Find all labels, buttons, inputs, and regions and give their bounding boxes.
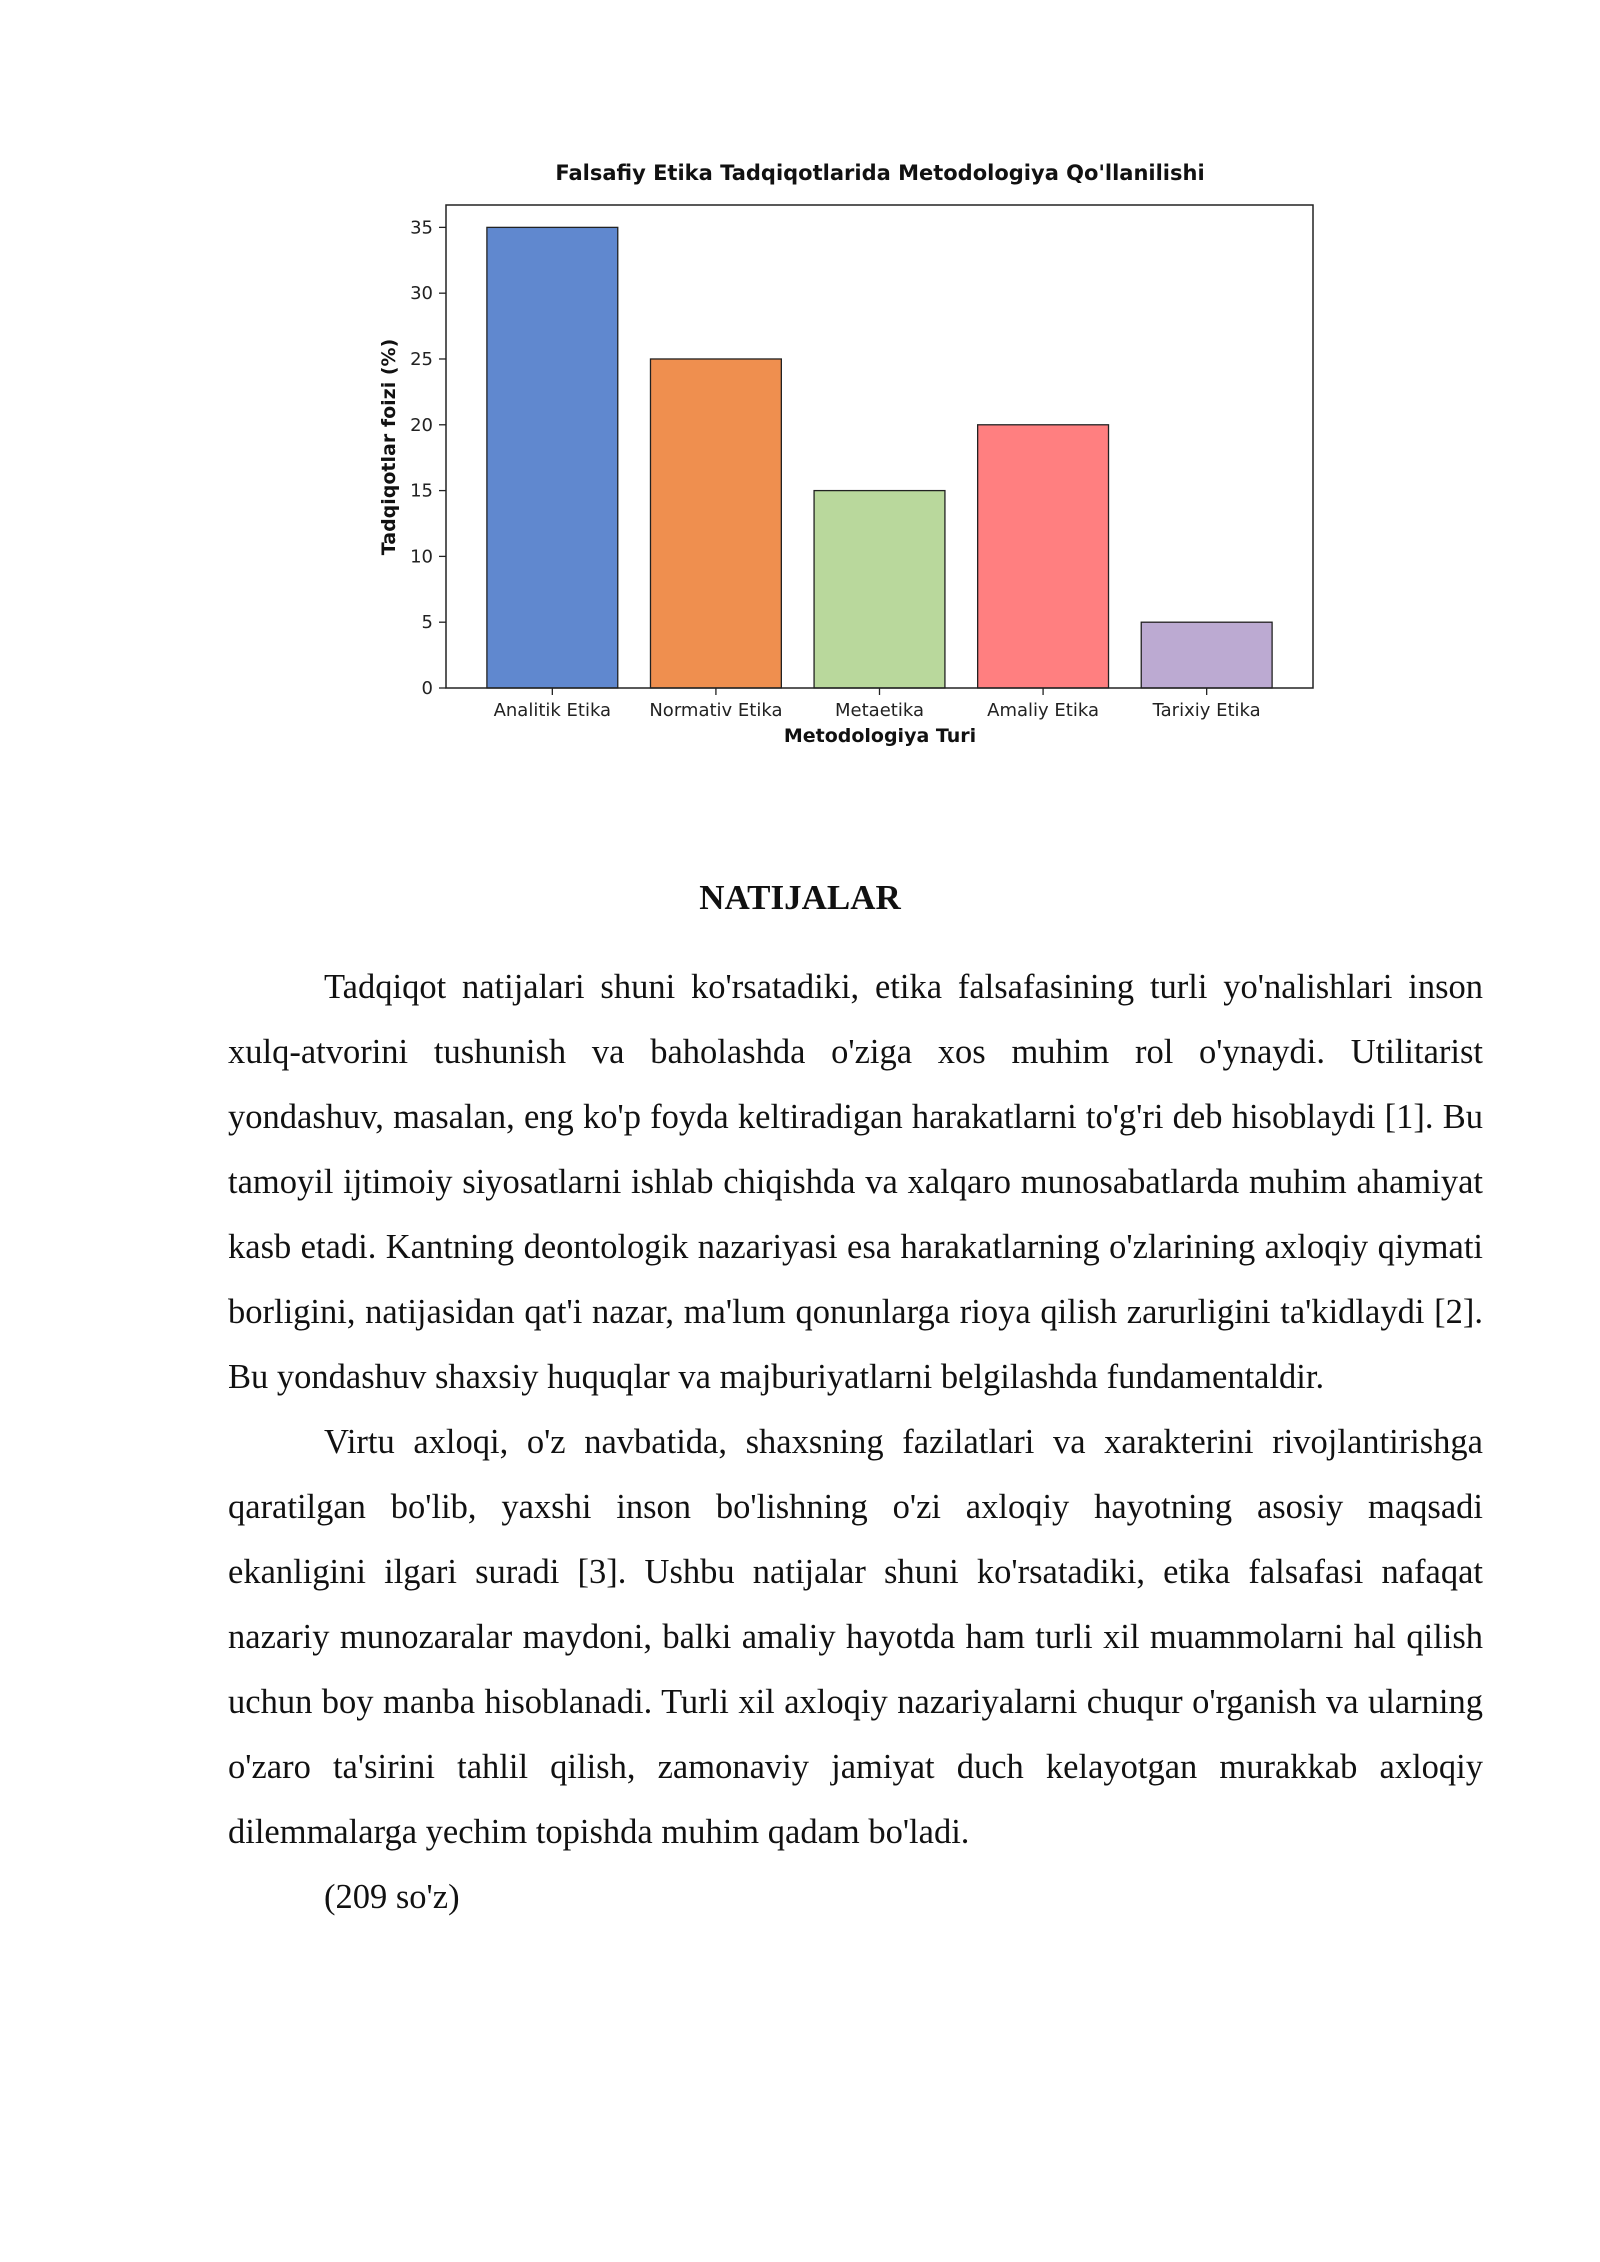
bar-amaliy-etika: [978, 425, 1109, 688]
y-tick-label: 10: [410, 546, 433, 568]
y-tick-label: 35: [410, 217, 433, 239]
y-axis-label: Tadqiqotlar foizi (%): [378, 338, 400, 556]
bar-analitik-etika: [487, 227, 618, 688]
bar-tarixiy-etika: [1141, 622, 1272, 688]
paragraph-2: Virtu axloqi, o'z navbatida, shaxsning fazilatlari va xarakterini rivojlantirishga qaratilgan bo'lib, yaxshi inson bo'lishning o'zi axloqiy hayotning asosiy maqsadi ekanligini ilgari suradi [3]. Ushbu natijalar shuni ko'rsatadiki, etika falsafasi nafaqat nazariy munozaralar maydoni, balki amaliy hayotda ham turli xil muammolarni hal qilish uchun boy manba hisoblanadi. Turli xil axloqiy nazariyalarni chuqur o'rganish va ularning o'zaro ta'sirini tahlil qilish, zamonaviy jamiyat duch kelayotgan murakkab axloqiy dilemmalarga yechim topishda muhim qadam bo'ladi.: [228, 1423, 1483, 1851]
chart-title: Falsafiy Etika Tadqiqotlarida Metodologiya Qo'llanilishi: [555, 161, 1205, 185]
x-tick-label: Analitik Etika: [493, 700, 612, 721]
y-tick-label: 5: [421, 612, 433, 634]
y-tick-label: 20: [410, 414, 433, 436]
x-axis-label: Metodologiya Turi: [783, 725, 977, 747]
x-tick-label: Amaliy Etika: [987, 700, 1099, 721]
word-count: (209 so'z): [324, 1878, 460, 1916]
y-tick-label: 30: [410, 283, 433, 305]
y-tick-label: 15: [410, 480, 433, 502]
x-tick-label: Normativ Etika: [649, 700, 783, 721]
paragraph-1: Tadqiqot natijalari shuni ko'rsatadiki, etika falsafasining turli yo'nalishlari inson xulq-atvorini tushunish va baholashda o'ziga xos muhim rol o'ynaydi. Utilitarist yondashuv, masalan, eng ko'p foyda keltiradigan harakatlarni to'g'ri deb hisoblaydi [1]. Bu tamoyil ijtimoiy siyosatlarni ishlab chiqishda va xalqaro munosabatlarda muhim ahamiyat kasb etadi. Kantning deontologik nazariyasi esa harakatlarning o'zlarining axloqiy qiymati borligini, natijasidan qat'i nazar, ma'lum qonunlarga rioya qilish zarurligini ta'kidlaydi [2]. Bu yondashuv shaxsiy huquqlar va majburiyatlarni belgilashda fundamentaldir.: [228, 968, 1483, 1396]
bar-chart: [360, 150, 1340, 770]
section-heading: NATIJALAR: [699, 878, 901, 917]
bar-metaetika: [814, 491, 945, 688]
body-text: [228, 955, 1483, 1930]
y-tick-label: 0: [421, 678, 433, 699]
y-tick-label: 25: [410, 348, 433, 370]
bar-normativ-etika: [650, 359, 781, 688]
x-tick-label: Metaetika: [835, 700, 924, 721]
x-tick-label: Tarixiy Etika: [1152, 700, 1261, 721]
